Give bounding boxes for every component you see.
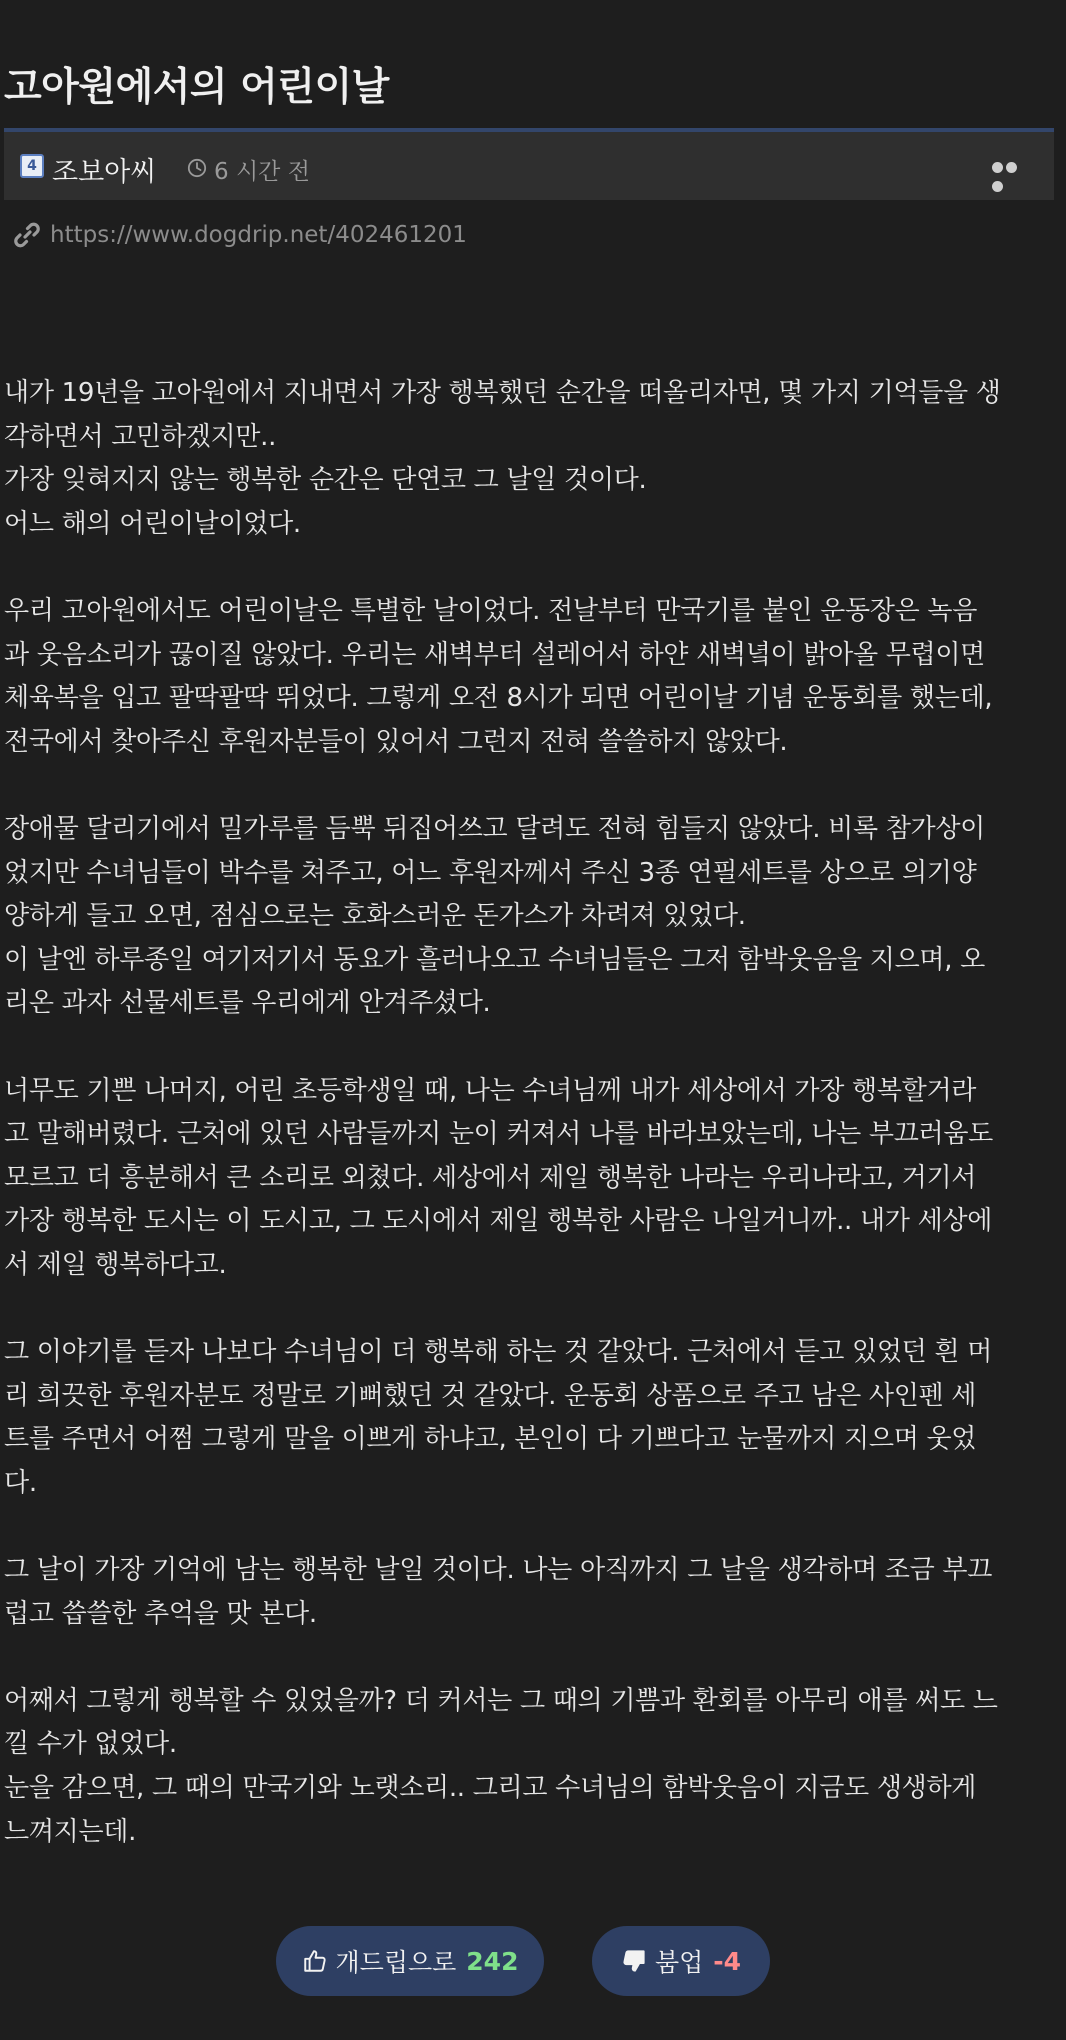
content-line: 고 말해버렸다. 근처에 있던 사람들까지 눈이 커져서 나를 바라보았는데, 나는 부끄러움도 (4, 1119, 993, 1150)
content-line: 너무도 기쁜 나머지, 어린 초등학생일 때, 나는 수녀님께 내가 세상에서 가장 행복할거라 (4, 1075, 977, 1106)
content-line: 다. (4, 1467, 37, 1498)
thumbs-down-icon (621, 1948, 647, 1974)
content-line: 양하게 들고 오면, 점심으로는 호화스러운 돈가스가 차려져 있었다. (4, 901, 746, 932)
post-title: 고아원에서의 어린이날 (4, 65, 389, 110)
author-name[interactable]: 조보아씨 (52, 157, 157, 188)
upvote-button[interactable] (276, 1926, 544, 1996)
post-meta-bar (4, 128, 1054, 200)
content-paragraph (4, 808, 1060, 1026)
content-line: 어느 해의 어린이날이었다. (4, 508, 301, 539)
content-line: 장애물 달리기에서 밀가루를 듬뿍 뒤집어쓰고 달려도 전혀 힘들지 않았다. 비록 참가상이 (4, 813, 985, 844)
content-paragraph (4, 1070, 1060, 1288)
content-line: 가장 잊혀지지 않는 행복한 순간은 단연코 그 날일 것이다. (4, 465, 647, 496)
content-line: 느껴지는데. (4, 1816, 137, 1847)
clock-icon (187, 158, 207, 178)
downvote-count: -4 (713, 1946, 742, 1976)
downvote-button[interactable] (592, 1926, 770, 1996)
content-paragraph (4, 1549, 1060, 1636)
content-line: 각하면서 고민하겠지만.. (4, 421, 277, 452)
content-line: 전국에서 찾아주신 후원자분들이 있어서 그런지 전혀 쓸쓸하지 않았다. (4, 726, 788, 757)
content-line: 서 제일 행복하다고. (4, 1249, 227, 1280)
more-options-icon[interactable] (992, 158, 1032, 170)
content-line: 럽고 씁쓸한 추억을 맛 본다. (4, 1598, 317, 1629)
content-line: 낄 수가 없었다. (4, 1729, 177, 1760)
content-line: 눈을 감으면, 그 때의 만국기와 노랫소리.. 그리고 수녀님의 함박웃음이 지금도 생생하게 (4, 1773, 977, 1803)
content-line: 모르고 더 흥분해서 큰 소리로 외쳤다. 세상에서 제일 행복한 나라는 우리나라고, 거기서 (4, 1162, 977, 1193)
content-line: 리온 과자 선물세트를 우리에게 안겨주셨다. (4, 988, 491, 1019)
content-line: 내가 19년을 고아원에서 지내면서 가장 행복했던 순간을 떠올리자면, 몇 가지 기억들을 생 (4, 378, 1001, 408)
content-line: 었지만 수녀님들이 박수를 쳐주고, 어느 후원자께서 주신 3종 연필세트를 상으로 의기양 (4, 857, 977, 888)
permalink-url[interactable]: https://www.dogdrip.net/402461201 (50, 222, 467, 248)
post-time: 6 시간 전 (214, 159, 310, 185)
content-paragraph (4, 372, 1060, 546)
downvote-label: 붐업 (654, 1948, 704, 1977)
content-line: 이 날엔 하루종일 여기저기서 동요가 흘러나오고 수녀님들은 그저 함박웃음을 지으며, 오 (4, 944, 985, 975)
content-paragraph (4, 590, 1060, 764)
content-line: 우리 고아원에서도 어린이날은 특별한 날이었다. 전날부터 만국기를 붙인 운동장은 녹음 (4, 595, 978, 626)
link-icon (12, 220, 42, 250)
content-paragraph (4, 1680, 1060, 1854)
content-line: 리 희끗한 후원자분도 정말로 기뻐했던 것 같았다. 운동회 상품으로 주고 남은 사인펜 세 (4, 1380, 977, 1411)
content-line: 체육복을 입고 팔딱팔딱 뛰었다. 그렇게 오전 8시가 되면 어린이날 기념 운동회를 했는데, (4, 683, 993, 714)
content-line: 어째서 그렇게 행복할 수 있었을까? 더 커서는 그 때의 기쁨과 환회를 아무리 애를 써도 느 (4, 1685, 998, 1716)
content-paragraph (4, 1331, 1060, 1505)
content-line: 그 날이 가장 기억에 남는 행복한 날일 것이다. 나는 아직까지 그 날을 생각하며 조금 부끄 (4, 1555, 993, 1586)
content-line: 가장 행복한 도시는 이 도시고, 그 도시에서 제일 행복한 사람은 나일거니까.. 내가 세상에 (4, 1206, 993, 1237)
content-line: 트를 주면서 어쩜 그렇게 말을 이쁘게 하냐고, 본인이 다 기쁘다고 눈물까지 지으며 웃었 (4, 1424, 977, 1455)
upvote-count: 242 (466, 1946, 519, 1976)
content-line: 그 이야기를 듣자 나보다 수녀님이 더 행복해 하는 것 같았다. 근처에서 듣고 있었던 흰 머 (4, 1337, 993, 1368)
post-content (4, 372, 1060, 1854)
content-line: 과 웃음소리가 끊이질 않았다. 우리는 새벽부터 설레어서 하얀 새벽녘이 밝아올 무렵이면 (4, 639, 985, 670)
upvote-label: 개드립으로 (335, 1948, 457, 1977)
user-level-icon: 4 (20, 154, 44, 178)
thumbs-up-icon (302, 1948, 328, 1974)
